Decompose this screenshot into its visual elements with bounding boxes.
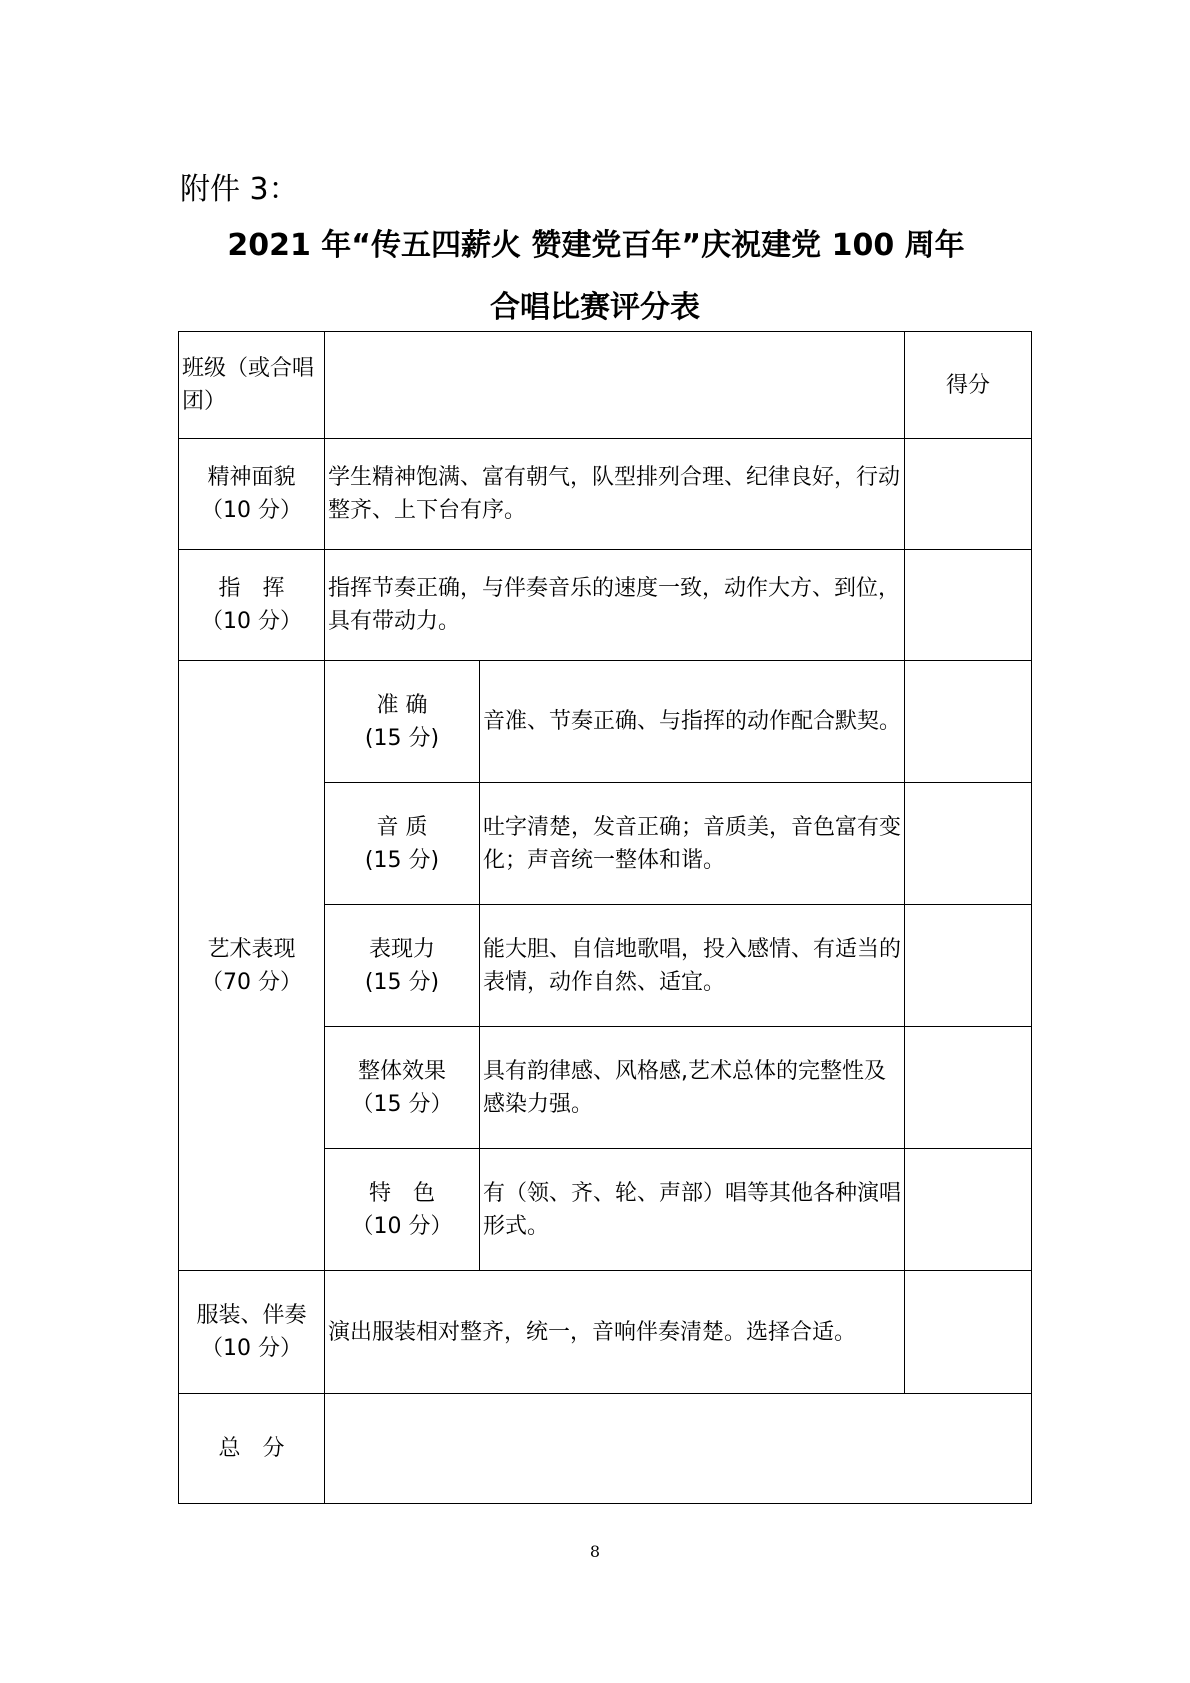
overall-desc: 具有韵律感、风格感,艺术总体的完整性及感染力强。 (480, 1027, 905, 1149)
costume-label: 服装、伴奏 (196, 1303, 307, 1328)
overall-points: （15 分） (351, 1091, 453, 1117)
score-header-cell: 得分 (905, 332, 1032, 439)
accuracy-desc: 音准、节奏正确、与指挥的动作配合默契。 (480, 661, 905, 783)
feature-score-cell[interactable] (905, 1149, 1032, 1271)
total-label: 总 分 (179, 1394, 325, 1504)
page-number: 8 (589, 1542, 601, 1561)
table-row-spirit (179, 439, 1032, 550)
feature-label-cell (325, 1149, 480, 1271)
expression-label: 表现力 (368, 936, 435, 962)
costume-points: （10 分） (201, 1336, 302, 1361)
tone-desc: 吐字清楚，发音正确；音质美，音色富有变化；声音统一整体和谐。 (480, 783, 905, 905)
expression-points: (15 分) (364, 969, 440, 995)
expression-desc: 能大胆、自信地歌唱，投入感情、有适当的表情，动作自然、适宜。 (480, 905, 905, 1027)
overall-label-cell (325, 1027, 480, 1149)
expression-label-cell (325, 905, 480, 1027)
conduct-score-cell[interactable] (905, 550, 1032, 661)
table-row-conduct (179, 550, 1032, 661)
title-line-2: 合唱比赛评分表 (490, 290, 700, 325)
feature-desc: 有（领、齐、轮、声部）唱等其他各种演唱形式。 (480, 1149, 905, 1271)
accuracy-label-cell (325, 661, 480, 783)
art-label: 艺术表现 (207, 936, 296, 962)
table-row-costume (179, 1271, 1032, 1394)
conduct-label: 指 挥 (218, 576, 285, 601)
art-points: （70 分） (201, 969, 302, 995)
tone-label-cell (325, 783, 480, 905)
costume-score-cell[interactable] (905, 1271, 1032, 1394)
overall-score-cell[interactable] (905, 1027, 1032, 1149)
spirit-score-cell[interactable] (905, 439, 1032, 550)
spirit-label: 精神面貌 (207, 465, 296, 490)
conduct-points: （10 分） (201, 609, 302, 634)
accuracy-points: (15 分) (364, 725, 440, 751)
overall-label: 整体效果 (357, 1058, 446, 1084)
art-label-cell (179, 661, 325, 1271)
feature-label: 特 色 (368, 1180, 435, 1206)
table-row-accuracy (179, 661, 1032, 783)
spirit-desc: 学生精神饱满、富有朝气，队型排列合理、纪律良好，行动整齐、上下台有序。 (325, 439, 905, 550)
costume-desc: 演出服装相对整齐，统一，音响伴奏清楚。选择合适。 (325, 1271, 905, 1394)
spirit-label-cell (179, 439, 325, 550)
class-label-cell: 班级（或合唱团） (179, 332, 325, 439)
expression-score-cell[interactable] (905, 905, 1032, 1027)
table-row-class (179, 332, 1032, 439)
tone-label: 音 质 (376, 814, 428, 840)
tone-points: (15 分) (364, 847, 440, 873)
attachment-label: 附件 3： (180, 172, 299, 207)
conduct-label-cell (179, 550, 325, 661)
accuracy-score-cell[interactable] (905, 661, 1032, 783)
accuracy-label: 准 确 (376, 692, 428, 718)
total-score-cell[interactable] (325, 1394, 1032, 1504)
feature-points: （10 分） (351, 1213, 453, 1239)
spirit-points: （10 分） (201, 498, 302, 523)
title-line-1: 2021 年“传五四薪火 赞建党百年”庆祝建党 100 周年 (227, 228, 965, 263)
class-input-cell[interactable] (325, 332, 905, 439)
table-row-total (179, 1394, 1032, 1504)
costume-label-cell (179, 1271, 325, 1394)
scoring-table (178, 331, 1032, 1504)
tone-score-cell[interactable] (905, 783, 1032, 905)
conduct-desc: 指挥节奏正确，与伴奏音乐的速度一致，动作大方、到位，具有带动力。 (325, 550, 905, 661)
